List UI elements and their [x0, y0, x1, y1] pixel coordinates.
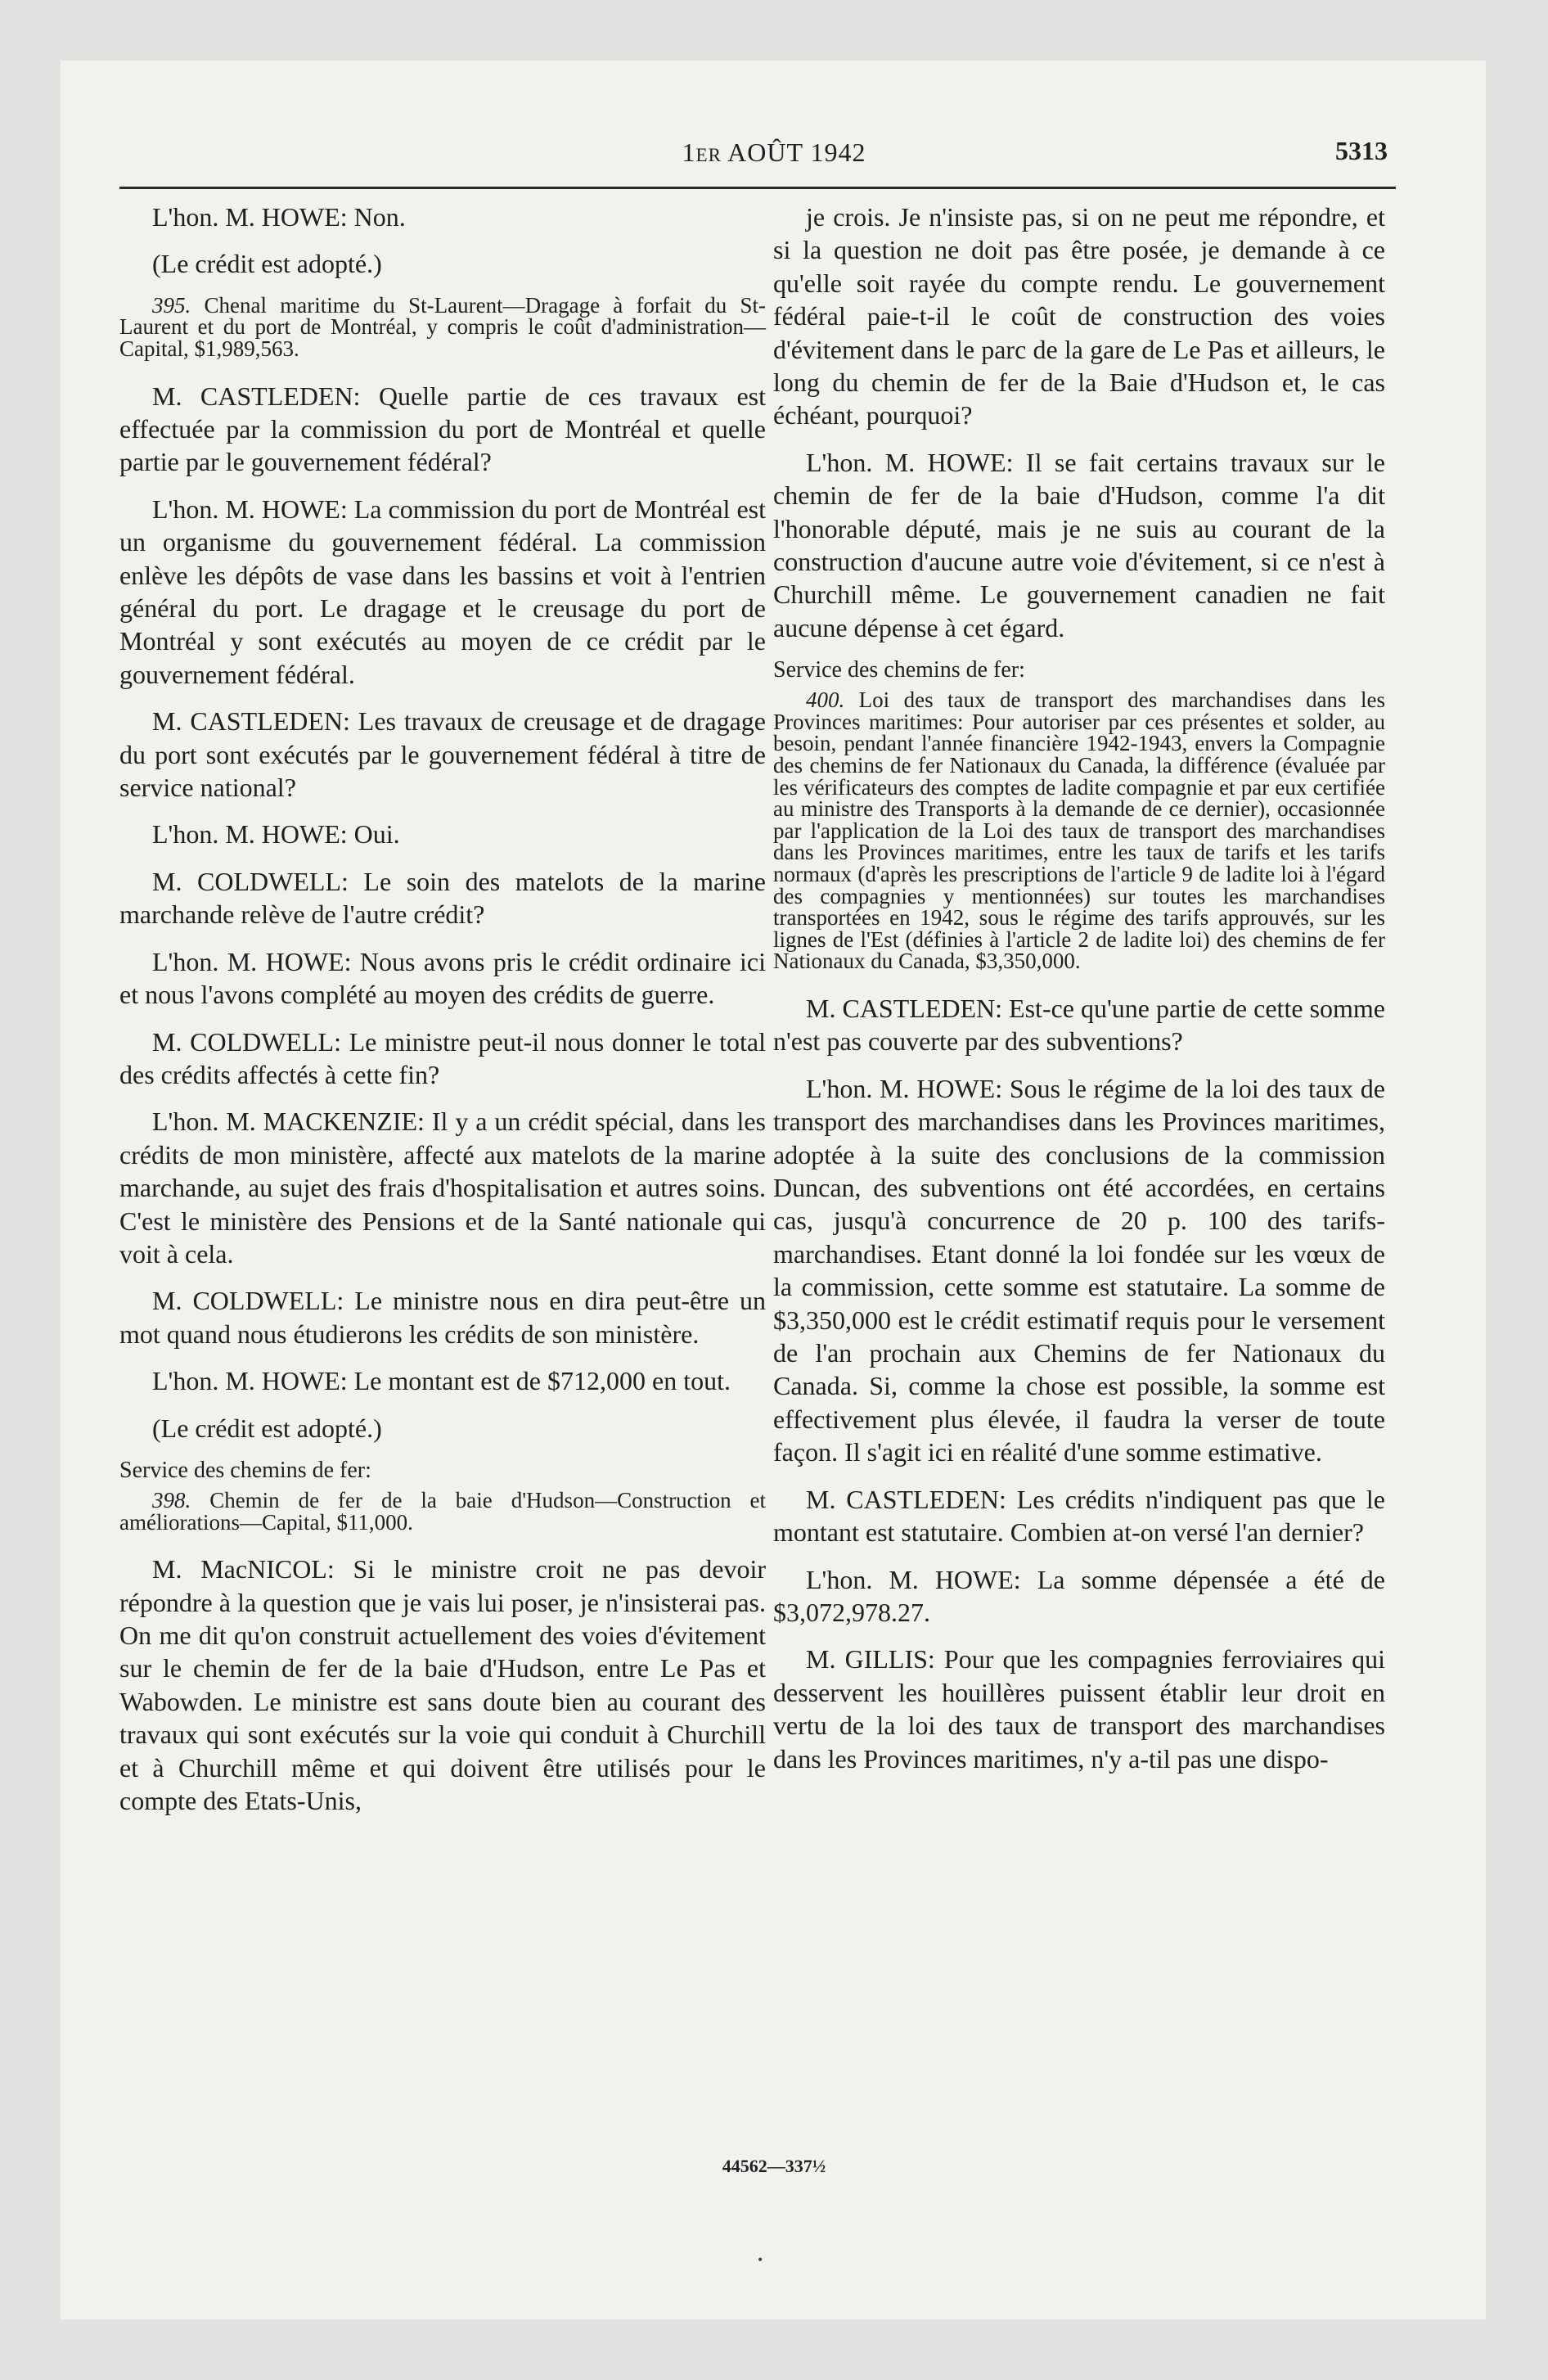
- vote-item: [773, 689, 1385, 972]
- date-day: 1: [682, 137, 696, 167]
- vote-item-number: 395.: [152, 292, 191, 318]
- paragraph: M. CASTLEDEN: Quelle partie de ces travaux est effectuée par la commission du port de Montréal et quelle partie par le gouvernement fédéral?: [119, 381, 766, 477]
- paragraph: L'hon. M. HOWE: Il se fait certains travaux sur le chemin de fer de la baie d'Hudson, comme l'a dit l'honorable député, mais je ne suis au courant de la construction d'aucune autre voie d'évitement, si ce n'est à Churchill même. Le gouvernement canadien ne fait aucune dépense à cet égard.: [773, 447, 1385, 642]
- paragraph: L'hon. M. HOWE: Le montant est de $712,000 en tout.: [152, 1366, 731, 1396]
- vote-item-text: Chenal maritime du St-Laurent—Dragage à forfait du St-Laurent et du port de Montréal, y compris le coût d'administration—Capital, $1,989,563.: [119, 292, 766, 361]
- header-rule: [119, 187, 1396, 189]
- section-heading: Service des chemins de fer:: [773, 657, 1025, 683]
- vote-item: [119, 292, 766, 361]
- paragraph: L'hon. M. HOWE: Oui.: [152, 819, 400, 850]
- paragraph: L'hon. M. HOWE: La commission du port de Montréal est un organisme du gouvernement fédéral. La commission enlève les dépôts de vase dans les bassins et voit à l'entrien général du port. Le dragage et le creusage du port de Montréal y sont exécutés au moyen de ce crédit par le gouvernement fédéral.: [119, 494, 766, 689]
- paragraph: M. CASTLEDEN: Les travaux de creusage et de dragage du port sont exécutés par le gouvernement fédéral à titre de service national?: [119, 706, 766, 803]
- date-day-suffix: ER: [695, 145, 722, 165]
- paragraph: M. CASTLEDEN: Est-ce qu'une partie de cette somme n'est pas couverte par des subventions?: [773, 994, 1385, 1057]
- paragraph: L'hon. M. HOWE: Non.: [152, 202, 406, 232]
- paragraph: M. COLDWELL: Le ministre peut-il nous donner le total des crédits affectés à cette fin?: [119, 1026, 766, 1089]
- paragraph: M. GILLIS: Pour que les compagnies ferroviaires qui desservent les houillères puissent établir leur droit en vertu de la loi des taux de transport des marchandises dans les Provinces maritimes, n'y a-til pas une dispo-: [773, 1644, 1385, 1774]
- vote-item-text: Loi des taux de transport des marchandises dans les Provinces maritimes: Pour autoriser par ces présentes et solder, au besoin, pendant l'année financière 1942-1943, envers la Compagnie des chemins de fer Nationaux du Canada, la différence (évaluée par les vérificateurs des comptes de ladite compagnie et par eux certifiée au ministre des Transports à la demande de ce dernier), occasionnée par l'application de la Loi des taux de transport des marchandises dans les Provinces maritimes, entre les taux de tarifs et les tarifs normaux (d'après les prescriptions de l'article 9 de ladite loi à l'égard des compagnies y mentionnées) sur toutes les marchandises transportées en 1942, sous le régime des tarifs approuvés, sur les lignes de l'Est (définies à l'article 2 de ladite loi) des chemins de fer Nationaux du Canada, $3,350,000.: [773, 687, 1385, 974]
- paragraph: M. CASTLEDEN: Les crédits n'indiquent pas que le montant est statutaire. Combien at-on versé l'an dernier?: [773, 1484, 1385, 1548]
- left-column: [119, 201, 766, 1831]
- paragraph: L'hon. M. HOWE: La somme dépensée a été de $3,072,978.27.: [773, 1564, 1385, 1627]
- paragraph: (Le crédit est adopté.): [152, 1413, 382, 1443]
- vote-item-number: 400.: [806, 687, 845, 713]
- running-header-date: [0, 137, 1548, 168]
- footer-mark: •: [758, 2252, 763, 2268]
- vote-item-text: Chemin de fer de la baie d'Hudson—Construction et améliorations—Capital, $11,000.: [119, 1487, 766, 1535]
- paragraph: je crois. Je n'insiste pas, si on ne peut me répondre, et si la question ne doit pas être posée, je demande à ce qu'elle soit rayée du compte rendu. Le gouvernement fédéral paie-t-il le coût de construction des voies d'évitement dans le parc de la gare de Le Pas et ailleurs, le long du chemin de fer de la Baie d'Hudson et, le cas échéant, pourquoi?: [773, 202, 1385, 430]
- vote-item: [119, 1487, 766, 1535]
- section-heading: Service des chemins de fer:: [119, 1457, 371, 1483]
- date-month-year: AOÛT 1942: [721, 137, 866, 167]
- paragraph: L'hon. M. MACKENZIE: Il y a un crédit spécial, dans les crédits de mon ministère, affecté aux matelots de la marine marchande, au sujet des frais d'hospitalisation et autres soins. C'est le ministère des Pensions et de la Santé nationale qui voit à cela.: [119, 1107, 766, 1269]
- page-number: 5313: [1335, 136, 1388, 165]
- paragraph: L'hon. M. HOWE: Sous le régime de la loi des taux de transport des marchandises dans les Provinces maritimes, adoptée à la suite des conclusions de la commission Duncan, des subventions ont été accordées, en certains cas, jusqu'à concurrence de 20 p. 100 des tarifs-marchandises. Etant donné la loi fondée sur les vœux de la commission, cette somme est statutaire. La somme de $3,350,000 est le crédit estimatif requis pour le versement de l'an prochain aux Chemins de fer Nationaux du Canada. Si, comme la chose est possible, la somme est effectivement plus élevée, il faudra la verser de toute façon. Il s'agit ici en réalité d'une somme estimative.: [773, 1073, 1385, 1467]
- vote-item-number: 398.: [152, 1487, 191, 1512]
- footer-print-code: 44562—337½: [722, 2156, 826, 2176]
- paragraph: L'hon. M. HOWE: Nous avons pris le crédit ordinaire ici et nous l'avons complété au moyen des crédits de guerre.: [119, 946, 766, 1010]
- paragraph: (Le crédit est adopté.): [152, 249, 382, 279]
- paragraph: M. MacNICOL: Si le ministre croit ne pas devoir répondre à la question que je vais lui poser, je n'insisterai pas. On me dit qu'on construit actuellement des voies d'évitement sur le chemin de fer de la baie d'Hudson, entre Le Pas et Wabowden. Le ministre est sans doute bien au courant des travaux qui sont exécutés sur la voie qui conduit à Churchill et à Churchill même et qui doivent être utilisés pour le compte des Etats-Unis,: [119, 1554, 766, 1815]
- paragraph: M. COLDWELL: Le soin des matelots de la marine marchande relève de l'autre crédit?: [119, 866, 766, 930]
- paragraph: M. COLDWELL: Le ministre nous en dira peut-être un mot quand nous étudierons les crédits de son ministère.: [119, 1286, 766, 1349]
- right-column: [773, 201, 1385, 1789]
